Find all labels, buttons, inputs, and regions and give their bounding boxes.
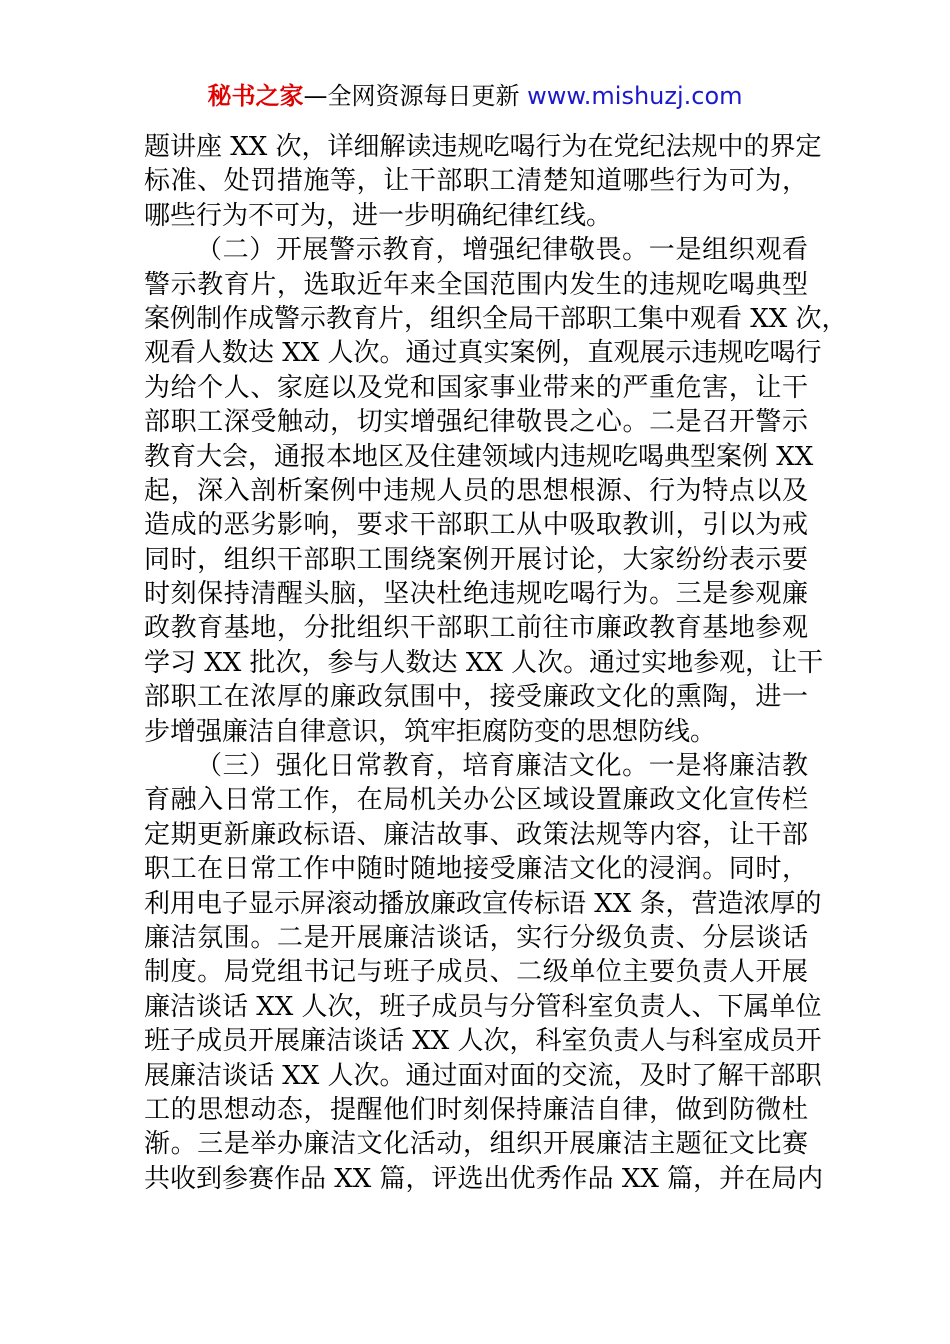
document-body [144, 130, 848, 1196]
text-line: 工的思想动态，提醒他们时刻保持廉洁自律，做到防微杜 [144, 1094, 808, 1125]
text-line: 部职工深受触动，切实增强纪律敬畏之心。二是召开警示 [144, 407, 808, 438]
text-line: 班子成员开展廉洁谈话 XX 人次，科室负责人与科室成员开 [144, 1026, 822, 1057]
page-header [0, 80, 950, 112]
text-line: 利用电子显示屏滚动播放廉政宣传标语 XX 条，营造浓厚的 [144, 888, 822, 919]
text-line: 廉洁谈话 XX 人次，班子成员与分管科室负责人、下属单位 [144, 991, 822, 1022]
text-line: 渐。三是举办廉洁文化活动，组织开展廉洁主题征文比赛 [144, 1129, 808, 1160]
section-heading-line: （二）开展警示教育，增强纪律敬畏。一是组织观看 [196, 235, 808, 266]
text-line: 起，深入剖析案例中违规人员的思想根源、行为特点以及 [144, 475, 808, 506]
text-line: 哪些行为不可为，进一步明确纪律红线。 [144, 200, 613, 231]
text-line: 政教育基地，分批组织干部职工前往市廉政教育基地参观 [144, 613, 808, 644]
section-heading-line: （三）强化日常教育，培育廉洁文化。一是将廉洁教 [196, 751, 808, 782]
brand-name: 秘书之家 [207, 82, 304, 110]
text-line: 部职工在浓厚的廉政氛围中，接受廉政文化的熏陶，进一 [144, 682, 808, 713]
text-line: 教育大会，通报本地区及住建领域内违规吃喝典型案例 XX [144, 441, 814, 472]
text-line: 时刻保持清醒头脑，坚决杜绝违规吃喝行为。三是参观廉 [144, 579, 808, 610]
text-line: 育融入日常工作，在局机关办公区域设置廉政文化宣传栏 [144, 785, 808, 816]
text-line: 学习 XX 批次，参与人数达 XX 人次。通过实地参观，让干 [144, 647, 824, 678]
text-line: 同时，组织干部职工围绕案例开展讨论，大家纷纷表示要 [144, 544, 808, 575]
text-line: 展廉洁谈话 XX 人次。通过面对面的交流，及时了解干部职 [144, 1060, 822, 1091]
text-line: 廉洁氛围。二是开展廉洁谈话，实行分级负责、分层谈话 [144, 922, 808, 953]
text-line: 步增强廉洁自律意识，筑牢拒腐防变的思想防线。 [144, 716, 717, 747]
text-line: 造成的恶劣影响，要求干部职工从中吸取教训，引以为戒 [144, 510, 808, 541]
text-line: 警示教育片，选取近年来全国范围内发生的违规吃喝典型 [144, 269, 808, 300]
text-line: 职工在日常工作中随时随地接受廉洁文化的浸润。同时， [144, 854, 808, 885]
site-url-link[interactable]: www.mishuzj.com [527, 82, 743, 110]
text-line: 为给个人、家庭以及党和国家事业带来的严重危害，让干 [144, 372, 808, 403]
text-line: 观看人数达 XX 人次。通过真实案例，直观展示违规吃喝行 [144, 338, 822, 369]
text-line: 案例制作成警示教育片，组织全局干部职工集中观看 XX 次， [144, 303, 848, 334]
text-line: 制度。局党组书记与班子成员、二级单位主要负责人开展 [144, 957, 808, 988]
text-line: 定期更新廉政标语、廉洁故事、政策法规等内容，让干部 [144, 819, 808, 850]
header-tagline: —全网资源每日更新 [303, 82, 520, 110]
text-line: 共收到参赛作品 XX 篇，评选出优秀作品 XX 篇，并在局内 [144, 1163, 824, 1194]
text-line: 题讲座 XX 次，详细解读违规吃喝行为在党纪法规中的界定 [144, 132, 822, 162]
text-line: 标准、处罚措施等，让干部职工清楚知道哪些行为可为， [144, 166, 808, 197]
